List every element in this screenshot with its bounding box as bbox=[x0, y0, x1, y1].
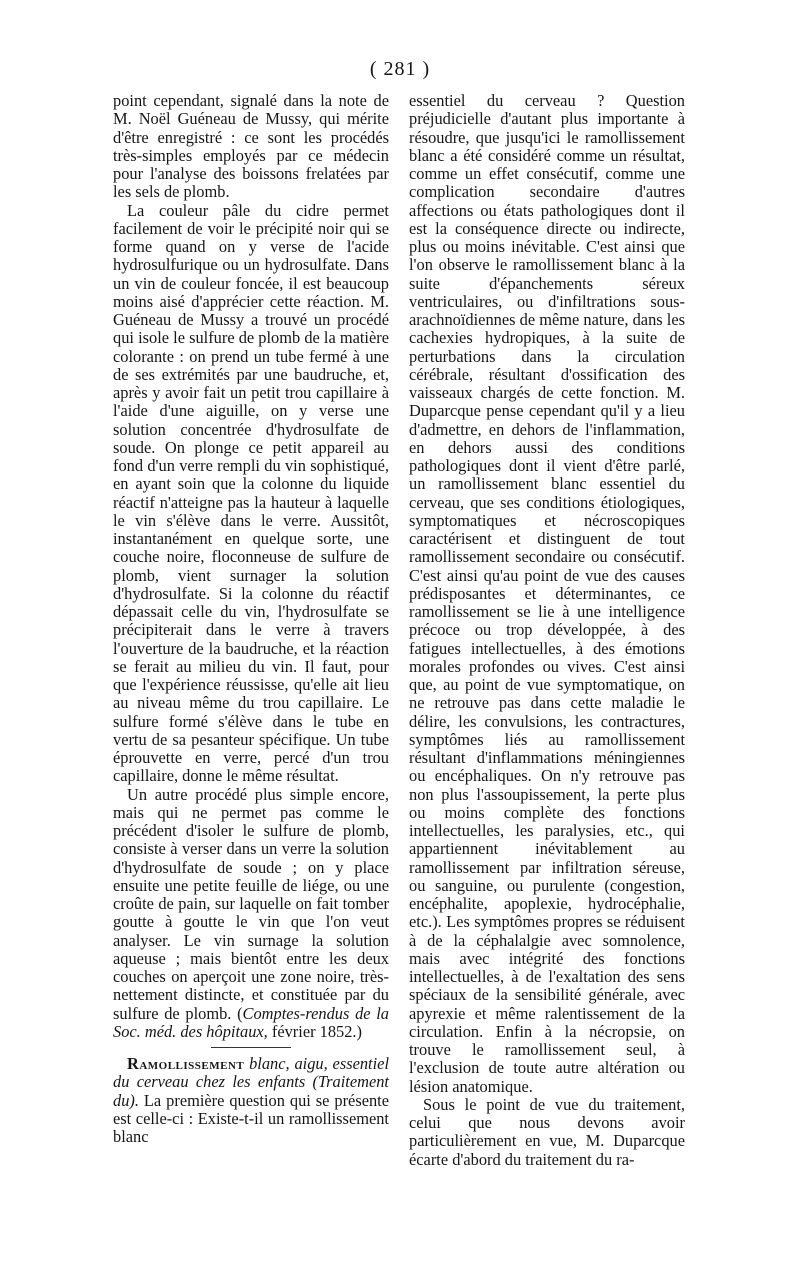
right-column bbox=[409, 92, 685, 1169]
left-column bbox=[113, 92, 389, 1146]
citation-date: février 1852.) bbox=[267, 1021, 362, 1041]
left-paragraph-2: La couleur pâle du cidre permet facilement de voir le précipité noir qui se forme quand on y verse de l'acide hydrosulfurique ou un hydrosulfate. Dans un vin de couleur foncée, il est beaucoup moins aisé d'apprécier cette réaction. M. Guéneau de Mussy a trouvé un procédé qui isole le sulfure de plomb de la matière colorante : on prend un tube fermé à une de ses extrémités par une baudruche, et, après y avoir fait un petit trou capillaire à l'aide d'une aiguille, on y verse une solution concentrée d'hydrosulfate de soude. On plonge ce petit appareil au fond d'un verre rempli du vin sophistiqué, en ayant soin que la colonne du liquide réactif n'atteigne pas la hauteur à laquelle le vin s'élève dans le verre. Aussitôt, instantanément en quelque sorte, une couche noire, floconneuse de sulfure de plomb, vient surnager la solution d'hydrosulfate. Si la colonne du réactif dépassait celle du vin, l'hydrosulfate se précipiterait dans le verre à travers l'ouverture de la baudruche, et la réaction se ferait au milieu du vin. Il faut, pour que l'expérience réussisse, qu'elle ait lieu au niveau même du trou capillaire. Le sulfure formé s'élève dans le tube en vertu de sa pesanteur spécifique. Un tube éprouvette en verre, percé d'un trou capillaire, donne le même résultat. bbox=[113, 200, 389, 786]
left-paragraph-3-text: Un autre procédé plus simple encore, mais qui ne permet pas comme le précédent d'isoler le sulfure de plomb, consiste à verser dans un verre la solution d'hydrosulfate de soude ; on y place ensuite une petite feuille de liége, ou une croûte de pain, sur laquelle on fait tomber goutte à goutte le vin que l'on veut analyser. Le vin surnage la solution aqueuse ; mais bientôt entre les deux couches on aperçoit une zone noire, très-nettement distincte, et constituée par du sulfure de plomb. ( bbox=[113, 784, 389, 1023]
entry-paragraph bbox=[113, 1055, 389, 1146]
left-paragraph-1: point cependant, signalé dans la note de M. Noël Guéneau de Mussy, qui mérite d'être enregistré : ce sont les procédés très-simples employés par ce médecin pour l'analyse des boissons frelatées par les sels de plomb. bbox=[113, 91, 389, 202]
page-number: ( 281 ) bbox=[369, 58, 431, 80]
entry-title: blanc, aigu, essentiel du cerveau chez les enfants (Traitement du). bbox=[113, 1054, 389, 1110]
right-paragraph-1: essentiel du cerveau ? Question préjudicielle d'autant plus importante à résoudre, que jusqu'ici le ramollissement blanc a été considéré comme un résultat, comme un effet consécutif, comme une complication secondaire d'autres affections ou états pathologiques dont il est la conséquence directe ou indirecte, plus ou moins inévitable. C'est ainsi que l'on observe le ramollissement blanc à la suite d'épanchements séreux ventriculaires, ou d'infiltrations sous-arachnoïdiennes de même nature, dans les cachexies hydropiques, à la suite de perturbations dans la circulation cérébrale, résultant d'ossification des vaisseaux chargés de cette fonction. M. Duparcque pense cependant qu'il y a lieu d'admettre, en dehors de l'inflammation, en dehors aussi des conditions pathologiques dont il vient d'être parlé, un ramollissement blanc essentiel du cerveau, que ses conditions étiologiques, symptomatiques et nécroscopiques caractérisent et distinguent de tout ramollissement secondaire ou consécutif. C'est ainsi qu'au point de vue des causes prédisposantes et déterminantes, ce ramollissement se lie à une intelligence précoce ou trop développée, à des fatigues intellectuelles, à des émotions morales profondes ou vives. C'est ainsi que, au point de vue symptomatique, on ne retrouve pas dans cette maladie le délire, les convulsions, les contractures, symptômes liés au ramollissement résultant d'inflammations méningiennes ou encéphaliques. On n'y retrouve pas non plus l'assoupissement, la perte plus ou moins complète des fonctions intellectuelles, les paralysies, etc., qui appartiennent inévitablement au ramollissement par infiltration séreuse, ou sanguine, ou purulente (congestion, encéphalite, apoplexie, hydrocéphalie, etc.). Les symptômes propres se réduisent à de la céphalalgie avec somnolence, mais avec intégrité des fonctions intellectuelles, à de l'exaltation des sens spéciaux de la sensibilité générale, avec apyrexie et même ralentissement de la circulation. Enfin à la nécropsie, on trouve le ramollissement seul, à l'exclusion de toute autre altération ou lésion anatomique. bbox=[409, 91, 685, 1096]
section-divider bbox=[211, 1047, 291, 1048]
entry-headword: Ramollissement bbox=[127, 1054, 245, 1073]
entry-text: La première question qui se présente est celle-ci : Existe-t-il un ramollissement blanc bbox=[113, 1090, 389, 1146]
left-paragraph-3 bbox=[113, 786, 389, 1042]
citation-title: Comptes-rendus de la Soc. méd. des hôpitaux, bbox=[113, 1003, 390, 1041]
right-paragraph-2: Sous le point de vue du traitement, celui que nous devons avoir particulièrement en vue, M. Duparcque écarte d'abord du traitement du ra- bbox=[409, 1094, 685, 1169]
